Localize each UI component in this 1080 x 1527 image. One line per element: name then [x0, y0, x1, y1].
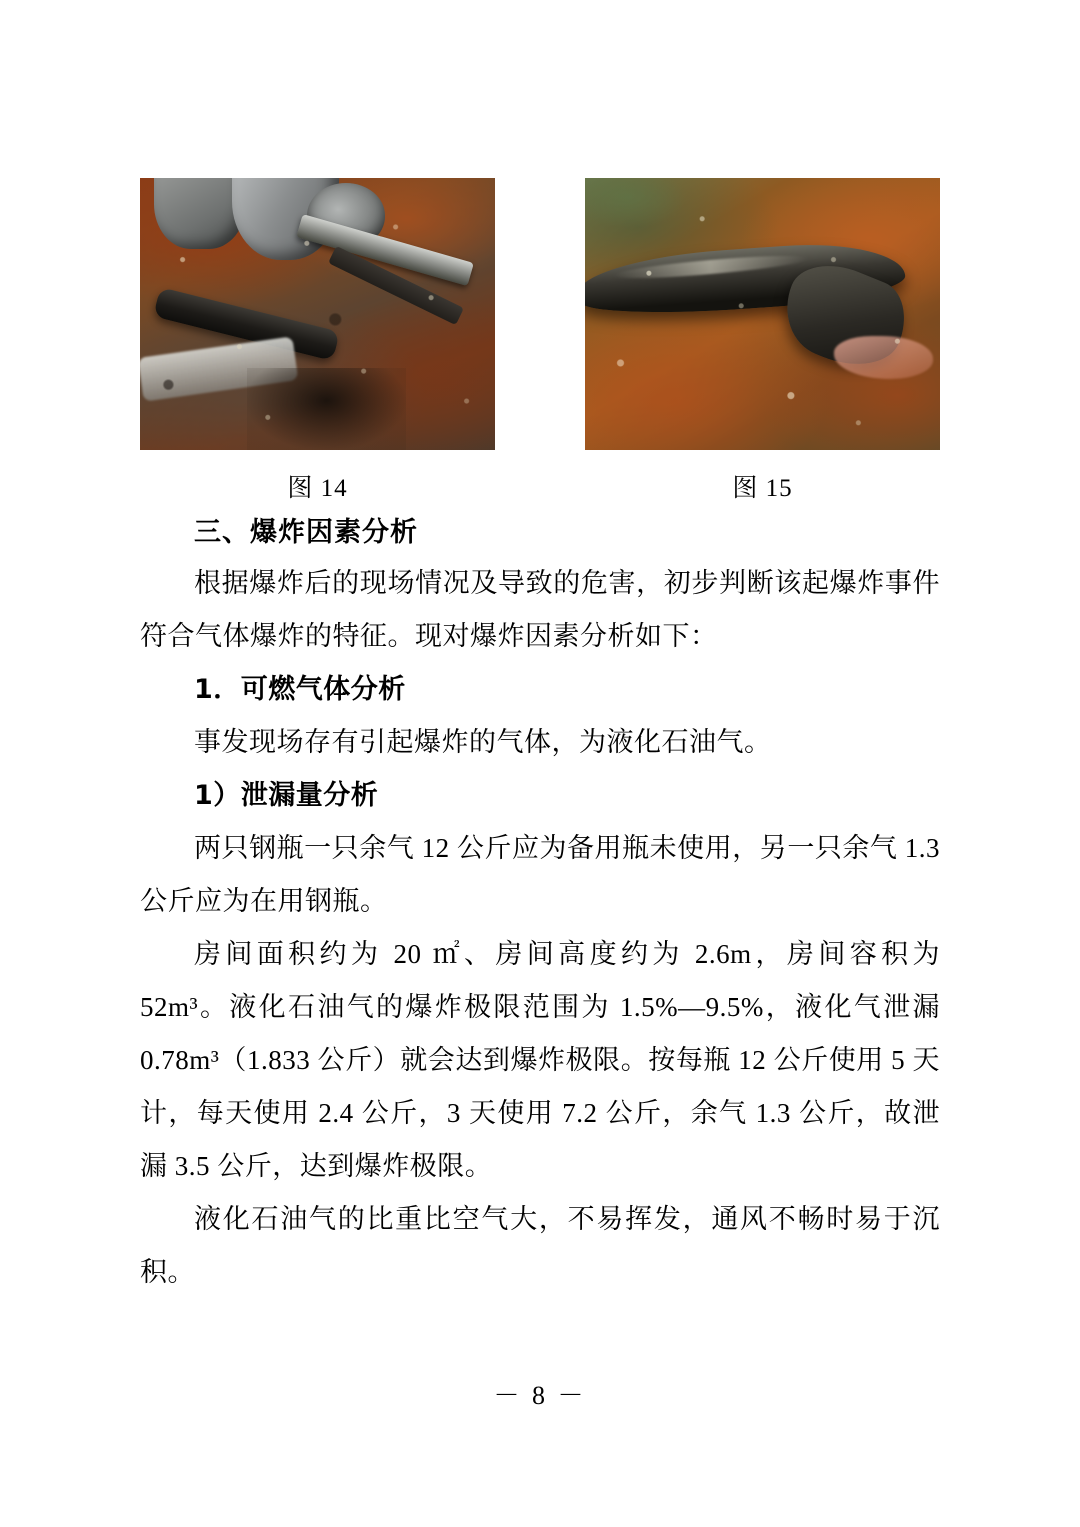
paragraph-2-subheading: 1．可燃气体分析 — [194, 674, 406, 705]
document-body — [140, 510, 940, 1299]
paragraph-6: 房间面积约为 20 ㎡、房间高度约为 2.6m，房间容积为 52m³。液化石油气的爆炸极限范围为 1.5%—9.5%，液化气泄漏 0.78m³（1.833 公斤）就会达到爆炸极限。按每瓶 12 公斤使用 5 天计，每天使用 2.4 公斤，3 天使用 7.2 公斤，余气 1.3 公斤，故泄漏 3.5 公斤，达到爆炸极限。 — [140, 939, 940, 1181]
paragraph-7: 液化石油气的比重比空气大，不易挥发，通风不畅时易于沉积。 — [140, 1204, 940, 1287]
photo-debris-metal-parts — [140, 178, 495, 450]
paragraph-5: 两只钢瓶一只余气 12 公斤应为备用瓶未使用，另一只余气 1.3 公斤应为在用钢瓶。 — [140, 833, 940, 916]
photo-burnt-hose — [585, 178, 940, 450]
paragraph-1: 根据爆炸后的现场情况及导致的危害，初步判断该起爆炸事件符合气体爆炸的特征。现对爆炸因素分析如下： — [140, 568, 940, 651]
page-number: － 8 － — [493, 1381, 587, 1410]
section-heading: 三、爆炸因素分析 — [194, 517, 418, 548]
figure-14-caption: 图 14 — [287, 475, 348, 502]
figure-15 — [585, 178, 940, 508]
paragraph-4-subheading: 1）泄漏量分析 — [194, 780, 379, 811]
figure-15-caption: 图 15 — [732, 475, 793, 502]
figure-row — [140, 178, 940, 508]
figure-14 — [140, 178, 495, 508]
paragraph-3: 事发现场存有引起爆炸的气体，为液化石油气。 — [194, 727, 772, 757]
